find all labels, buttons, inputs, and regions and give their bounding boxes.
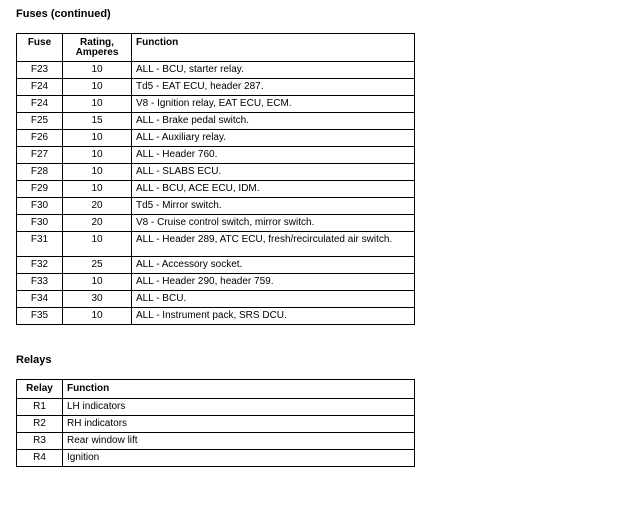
rating-cell: 10 [63, 96, 132, 113]
function-cell: ALL - Header 290, header 759. [132, 274, 415, 291]
function-cell: ALL - Brake pedal switch. [132, 113, 415, 130]
function-cell: ALL - Header 760. [132, 147, 415, 164]
function-cell: ALL - BCU, starter relay. [132, 62, 415, 79]
fuse-table-body [17, 62, 415, 325]
fuse-cell: F35 [17, 308, 63, 325]
function-column-header [132, 34, 415, 62]
function-cell: ALL - SLABS ECU. [132, 164, 415, 181]
fuse-cell: F26 [17, 130, 63, 147]
fuse-row [17, 147, 415, 164]
fuse-column-label: Fuse [27, 37, 52, 48]
rating-cell: 10 [63, 147, 132, 164]
rating-cell: 25 [63, 257, 132, 274]
fuse-cell: F25 [17, 113, 63, 130]
relay-table-header-row [17, 380, 415, 399]
rating-column-label-line1: Rating, [80, 37, 114, 48]
fuse-row [17, 308, 415, 325]
function-cell: V8 - Ignition relay, EAT ECU, ECM. [132, 96, 415, 113]
relay-function-cell: LH indicators [63, 399, 415, 416]
fuse-cell: F28 [17, 164, 63, 181]
relay-row [17, 416, 415, 433]
relay-cell: R2 [17, 416, 63, 433]
rating-cell: 10 [63, 62, 132, 79]
fuses-heading: Fuses (continued) [16, 8, 111, 20]
function-cell: ALL - Header 289, ATC ECU, fresh/recirculated air switch. [132, 232, 415, 257]
rating-cell: 10 [63, 274, 132, 291]
fuse-cell: F27 [17, 147, 63, 164]
relay-row [17, 450, 415, 467]
fuse-row [17, 291, 415, 308]
fuse-row [17, 164, 415, 181]
function-column-label: Function [136, 37, 179, 48]
function-cell: ALL - Instrument pack, SRS DCU. [132, 308, 415, 325]
relay-function-column-label: Function [67, 383, 110, 394]
relay-row [17, 433, 415, 450]
relay-row [17, 399, 415, 416]
rating-cell: 15 [63, 113, 132, 130]
fuse-table-header-row [17, 34, 415, 62]
fuse-cell: F29 [17, 181, 63, 198]
fuse-cell: F30 [17, 198, 63, 215]
fuse-row [17, 181, 415, 198]
fuse-row [17, 198, 415, 215]
relays-heading: Relays [16, 354, 52, 366]
function-cell: ALL - Accessory socket. [132, 257, 415, 274]
function-cell: Td5 - EAT ECU, header 287. [132, 79, 415, 96]
fuse-table [16, 33, 415, 325]
fuse-row [17, 113, 415, 130]
relay-function-cell: RH indicators [63, 416, 415, 433]
fuse-row [17, 257, 415, 274]
relay-function-column-header [63, 380, 415, 399]
fuse-row [17, 79, 415, 96]
rating-cell: 10 [63, 130, 132, 147]
relay-cell: R1 [17, 399, 63, 416]
fuse-column-header [17, 34, 63, 62]
rating-column-label-line2: Amperes [75, 47, 119, 58]
fuse-row [17, 130, 415, 147]
fuse-row [17, 274, 415, 291]
fuse-cell: F33 [17, 274, 63, 291]
relay-column-header [17, 380, 63, 399]
rating-column-header [63, 34, 132, 62]
rating-cell: 10 [63, 79, 132, 96]
fuse-row [17, 215, 415, 232]
rating-cell: 10 [63, 232, 132, 257]
fuse-cell: F24 [17, 96, 63, 113]
relay-function-cell: Rear window lift [63, 433, 415, 450]
function-cell: ALL - BCU. [132, 291, 415, 308]
rating-cell: 10 [63, 164, 132, 181]
fuse-cell: F30 [17, 215, 63, 232]
function-cell: ALL - BCU, ACE ECU, IDM. [132, 181, 415, 198]
fuse-row [17, 62, 415, 79]
fuse-cell: F34 [17, 291, 63, 308]
function-cell: V8 - Cruise control switch, mirror switch. [132, 215, 415, 232]
rating-cell: 30 [63, 291, 132, 308]
function-cell: Td5 - Mirror switch. [132, 198, 415, 215]
fuse-cell: F23 [17, 62, 63, 79]
function-cell: ALL - Auxiliary relay. [132, 130, 415, 147]
fuse-cell: F24 [17, 79, 63, 96]
relay-table [16, 379, 415, 467]
fuse-row [17, 232, 415, 257]
relay-cell: R3 [17, 433, 63, 450]
relay-table-body [17, 399, 415, 467]
relay-column-label: Relay [26, 383, 53, 394]
rating-cell: 10 [63, 181, 132, 198]
rating-cell: 20 [63, 198, 132, 215]
fuse-cell: F31 [17, 232, 63, 257]
relay-cell: R4 [17, 450, 63, 467]
fuse-row [17, 96, 415, 113]
relay-function-cell: Ignition [63, 450, 415, 467]
fuse-cell: F32 [17, 257, 63, 274]
rating-cell: 10 [63, 308, 132, 325]
rating-cell: 20 [63, 215, 132, 232]
